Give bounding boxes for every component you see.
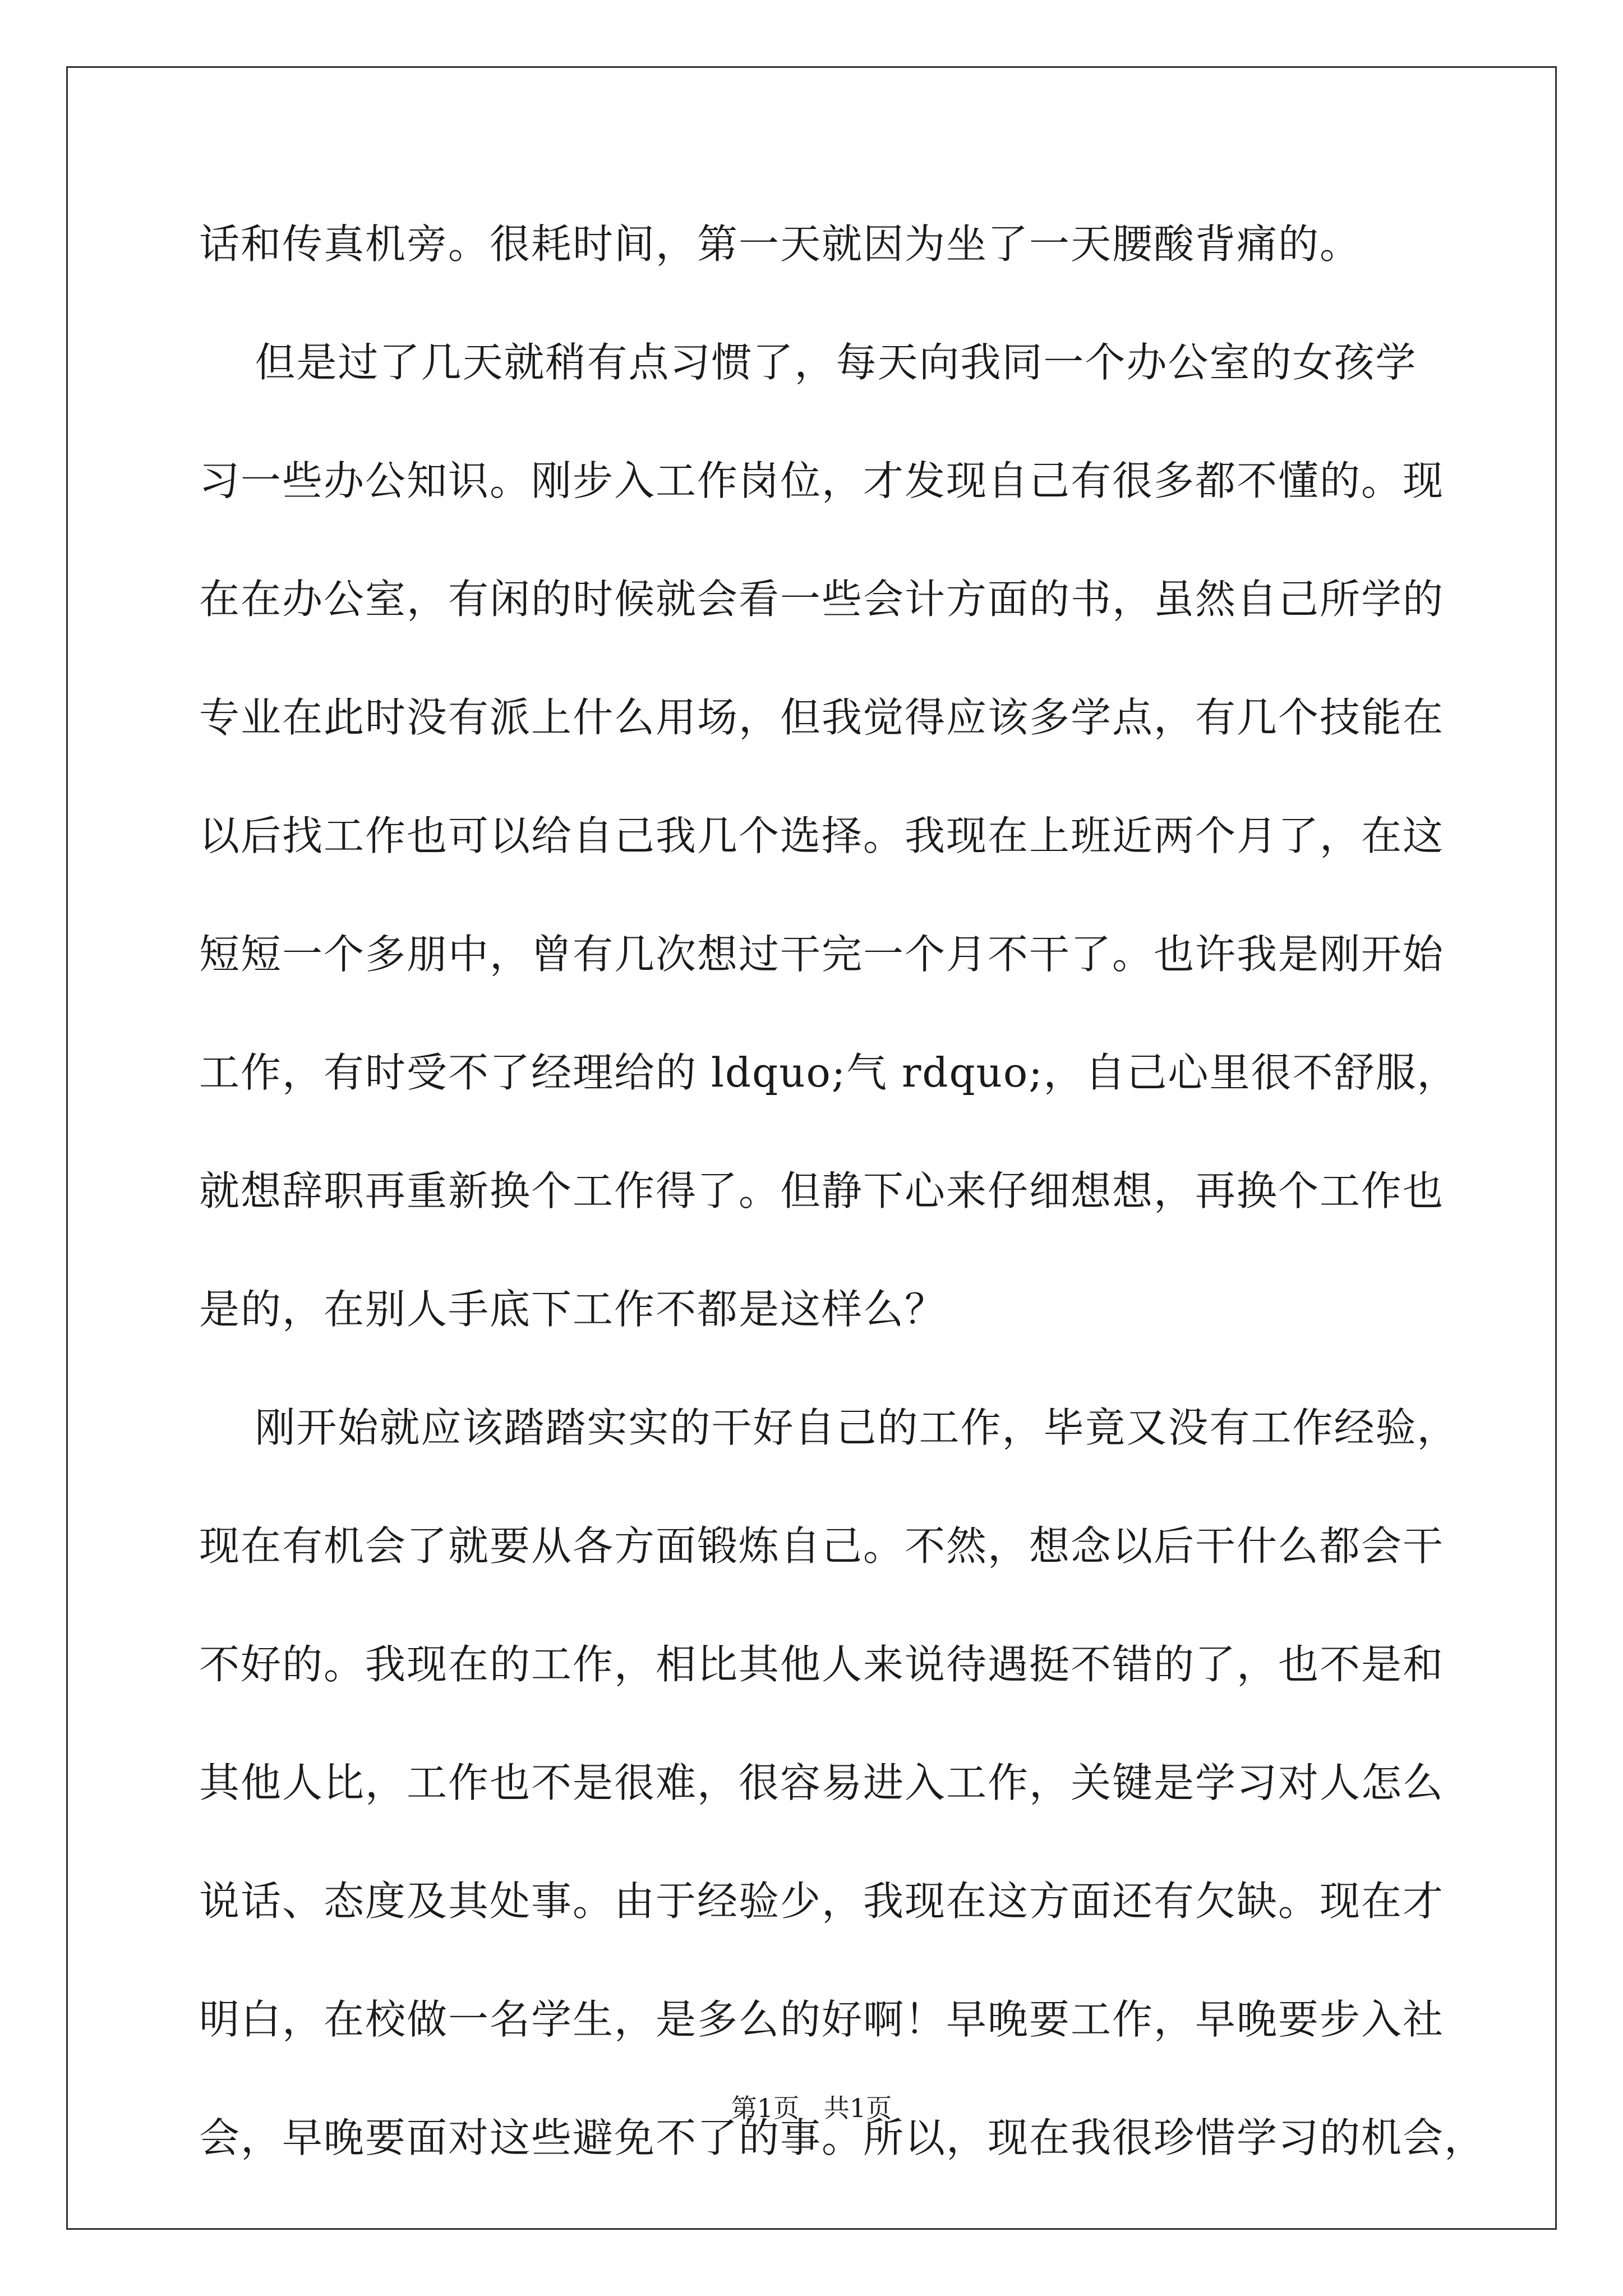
text-line-6: 以后找工作也可以给自己我几个选择。我现在上班近两个月了，在这 <box>199 812 1445 859</box>
text-line-16: 明白，在校做一名学生，是多么的好啊！早晚要工作，早晚要步入社 <box>199 1996 1445 2043</box>
page-footer <box>0 2091 1623 2125</box>
text-line-7: 短短一个多朋中，曾有几次想过干完一个月不干了。也许我是刚开始 <box>199 931 1445 978</box>
text-line-17: 会，早晚要面对这些避免不了的事。所以，现在我很珍惜学习的机会， <box>199 2114 1486 2161</box>
text-line-11: 刚开始就应该踏踏实实的干好自己的工作，毕竟又没有工作经验， <box>199 1404 1459 1451</box>
text-line-2: 但是过了几天就稍有点习惯了，每天向我同一个办公室的女孩学 <box>199 339 1417 386</box>
text-line-4: 在在办公室，有闲的时候就会看一些会计方面的书，虽然自己所学的 <box>199 576 1445 623</box>
page-number: 第1页 共1页 <box>731 2093 892 2123</box>
text-line-3: 习一些办公知识。刚步入工作岗位，才发现自己有很多都不懂的。现 <box>199 457 1445 504</box>
text-line-15: 说话、态度及其处事。由于经验少，我现在这方面还有欠缺。现在才 <box>199 1878 1445 1925</box>
text-line-5: 专业在此时没有派上什么用场，但我觉得应该多学点，有几个技能在 <box>199 694 1445 741</box>
text-line-12: 现在有机会了就要从各方面锻炼自己。不然，想念以后干什么都会干 <box>199 1522 1445 1570</box>
text-line-13: 不好的。我现在的工作，相比其他人来说待遇挺不错的了，也不是和 <box>199 1641 1445 1688</box>
text-line-14: 其他人比，工作也不是很难，很容易进入工作，关键是学习对人怎么 <box>199 1759 1445 1806</box>
text-line-8: 工作，有时受不了经理给的 ldquo;气 rdquo;，自己心里很不舒服， <box>199 1049 1459 1096</box>
document-body <box>199 216 1486 2228</box>
text-line-1: 话和传真机旁。很耗时间，第一天就因为坐了一天腰酸背痛的。 <box>199 220 1362 268</box>
text-line-10: 是的，在别人手底下工作不都是这样么？ <box>199 1286 947 1333</box>
text-line-9: 就想辞职再重新换个工作得了。但静下心来仔细想想，再换个工作也 <box>199 1167 1445 1214</box>
